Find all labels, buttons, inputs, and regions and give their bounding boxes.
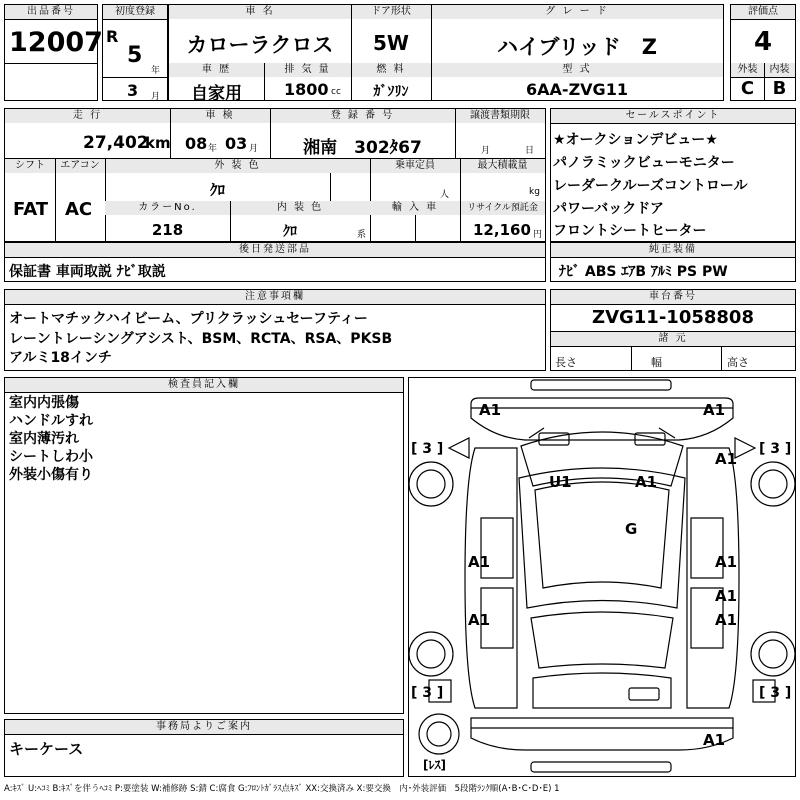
- inspector-line: ハンドルすれ: [9, 413, 93, 429]
- year-unit: 年: [151, 66, 161, 76]
- wheel-front-left: [409, 462, 453, 506]
- damage-mark: A1: [715, 450, 738, 468]
- int-color-label: 内 装 色: [230, 201, 370, 215]
- ac-label: エアコン: [55, 159, 105, 173]
- sales-point-item: パワーバックドア: [553, 201, 664, 217]
- notes-label: 注意事項欄: [5, 290, 545, 305]
- inspector-box: [4, 377, 404, 714]
- wheel-front-right: [751, 462, 795, 506]
- reg-label: 初度登録: [103, 5, 167, 20]
- load-label: 最大積載量: [460, 159, 545, 173]
- sales-points-box: [550, 108, 796, 242]
- transfer-label: 譲渡書類期限: [455, 109, 545, 123]
- recycle-fee: 12,160: [473, 221, 531, 239]
- exterior-grade: C: [740, 78, 755, 99]
- cc-unit: cc: [331, 87, 341, 97]
- sales-point-item: パノラミックビューモニター: [553, 155, 735, 171]
- notes-line: アルミ18インチ: [9, 350, 112, 366]
- history: 自家用: [191, 84, 242, 104]
- spare-tire: [419, 714, 459, 754]
- shift-label: シフト: [5, 159, 55, 173]
- inspection-label: 車 検: [170, 109, 270, 123]
- inspector-line: 外装小傷有り: [9, 467, 93, 483]
- inspector-line: 室内薄汚れ: [9, 431, 79, 447]
- model-label: 型 式: [431, 63, 723, 77]
- office-label: 事務局よりご案内: [5, 720, 403, 735]
- damage-mark: A1: [715, 611, 738, 629]
- genuine-label: 純正装備: [551, 243, 795, 258]
- height-label: 高さ: [727, 356, 749, 369]
- inspection-month: 03: [225, 134, 248, 153]
- score-label: 評価点: [731, 5, 795, 20]
- displacement: 1800: [284, 80, 329, 99]
- damage-mark: A1: [635, 473, 658, 491]
- km-unit: km: [145, 134, 171, 152]
- reg-year: 5: [127, 43, 143, 68]
- int-color: ｸﾛ: [283, 224, 297, 240]
- spare-tire-label: [ﾚｽ]: [423, 758, 446, 772]
- inspection-year: 08: [185, 134, 208, 153]
- color-no: 218: [151, 221, 184, 239]
- chassis-number: ZVG11-1058808: [592, 307, 754, 328]
- registration-box: [102, 4, 168, 101]
- car-info-box: [168, 4, 724, 104]
- month-unit: 月: [151, 92, 161, 102]
- score-box: [730, 4, 796, 101]
- car-name-label: 車 名: [169, 5, 351, 19]
- tire-depth: [ 3 ]: [411, 685, 444, 701]
- length-label: 長さ: [555, 356, 577, 369]
- capacity-label: 乗車定員: [370, 159, 460, 173]
- genuine-equipment: ﾅﾋﾞ ABS ｴｱB ｱﾙﾐ PS PW: [559, 264, 728, 280]
- notes-line: オートマチックハイビーム、プリクラッシュセーフティー: [9, 311, 368, 327]
- damage-mark: A1: [703, 401, 726, 419]
- notes-line: レーントレーシングアシスト、BSM、RCTA、RSA、PKSB: [9, 331, 393, 347]
- wheel-rear-right: [751, 632, 795, 676]
- grade: ハイブリッド Z: [497, 35, 657, 59]
- door-type: 5W: [373, 31, 409, 55]
- tire-depth: [ 3 ]: [411, 441, 444, 457]
- chassis-box: [550, 289, 796, 371]
- sales-point-item: フロントシートヒーター: [553, 223, 707, 239]
- sales-point-item: レーダークルーズコントロール: [553, 178, 748, 194]
- shift: FAT: [13, 199, 49, 220]
- displacement-label: 排 気 量: [264, 63, 351, 77]
- damage-mark: A1: [468, 611, 491, 629]
- recycle-label: リサイクル預託金: [460, 201, 545, 215]
- later-parts-label: 後日発送部品: [5, 243, 545, 258]
- later-parts: 保証書 車両取説 ﾅﾋﾞ取説: [9, 264, 166, 280]
- tire-depth: [ 3 ]: [759, 441, 792, 457]
- fuel: ｶﾞｿﾘﾝ: [373, 84, 409, 100]
- reg-month: 3: [127, 81, 139, 100]
- plate-label: 登 録 番 号: [270, 109, 455, 123]
- door-label: ドア形状: [351, 5, 431, 19]
- lot-number-box: [4, 4, 103, 101]
- lot-label: 出品番号: [5, 5, 97, 20]
- legend: A:ｷｽﾞ U:ﾍｺﾐ B:ｷｽﾞを伴うﾍｺﾐ P:要塗装 W:補修跡 S:錆 C:腐食 G:ﾌﾛﾝﾄｶﾞﾗｽ点ｷｽﾞ XX:交換済み X:要交換 内･外装評価 5段階ﾗﾝｸ順(A･B･C･D･E) 1: [4, 784, 560, 794]
- damage-mark: A1: [715, 587, 738, 605]
- damage-mark: A1: [479, 401, 502, 419]
- grade-label: グ レ ー ド: [431, 5, 723, 19]
- tire-depth: [ 3 ]: [759, 685, 792, 701]
- inspector-line: 室内内張傷: [9, 395, 79, 411]
- model-code: 6AA-ZVG11: [526, 80, 628, 99]
- sales-point-item: ★オークションデビュー★: [553, 132, 718, 148]
- chassis-label: 車台番号: [551, 290, 795, 305]
- sales-points-label: セールスポイント: [551, 109, 795, 124]
- damage-mark: A1: [703, 731, 726, 749]
- damage-mark: A1: [715, 553, 738, 571]
- reg-era: R: [106, 27, 119, 46]
- score: 4: [753, 27, 773, 57]
- width-label: 幅: [651, 356, 662, 369]
- inspector-line: シートしわ小: [9, 449, 93, 465]
- plate-number: 湘南 302ﾀ67: [303, 138, 422, 158]
- ext-color: ｸﾛ: [209, 181, 225, 199]
- import-label: 輸 入 車: [370, 201, 460, 215]
- later-parts-box: [4, 242, 546, 282]
- interior-grade: B: [772, 78, 787, 99]
- inspector-label: 検査員記入欄: [5, 378, 403, 393]
- mileage: 27,402: [83, 133, 149, 153]
- ac: AC: [65, 199, 93, 220]
- interior-label: 内装: [764, 63, 795, 78]
- color-no-label: カラーNo.: [105, 201, 230, 215]
- damage-mark: A1: [468, 553, 491, 571]
- fuel-label: 燃 料: [351, 63, 431, 77]
- notes-box: [4, 289, 546, 371]
- wheel-rear-left: [409, 632, 453, 676]
- car-outline: [409, 378, 795, 776]
- mileage-row: 走 行 車 検 登 録 番 号 譲渡書類期限 27,402 km 08 年 03 月 湘南 302ﾀ67 月 日: [4, 108, 546, 159]
- car-diagram: [408, 377, 796, 777]
- dimensions-label: 諸 元: [551, 331, 795, 347]
- damage-mark: U1: [549, 473, 572, 491]
- history-label: 車 歴: [169, 63, 264, 77]
- damage-mark: G: [625, 520, 638, 538]
- genuine-equipment-box: [550, 242, 796, 282]
- car-name: カローラクロス: [186, 33, 334, 57]
- lot-number: 12007: [9, 27, 103, 58]
- office-box: [4, 719, 404, 777]
- office-note: キーケース: [9, 740, 84, 758]
- exterior-label: 外装: [731, 63, 764, 78]
- mileage-label: 走 行: [5, 109, 170, 123]
- vehicle-detail-block: シフト エアコン 外 装 色 乗車定員 最大積載量 FAT AC ｸﾛ 人 kg カラーNo. 内 装 色 輸 入 車 リサイクル預託金 218 ｸﾛ 系 12,160 円: [4, 158, 546, 242]
- ext-color-label: 外 装 色: [105, 159, 370, 173]
